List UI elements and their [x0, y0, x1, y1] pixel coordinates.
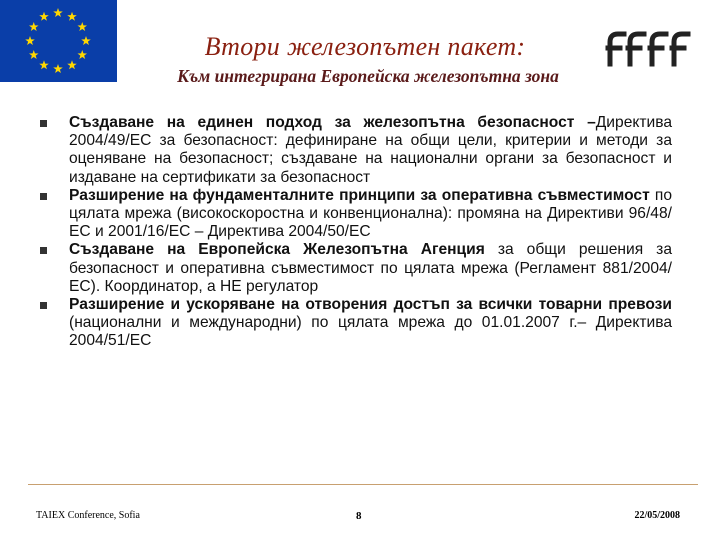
bullet-list — [40, 114, 672, 351]
star-icon — [29, 22, 39, 31]
page-number: 8 — [356, 510, 362, 522]
taiex-logo-icon — [604, 28, 692, 68]
slide-subtitle: Към интегрирана Европейска железопътна зона — [177, 66, 559, 86]
star-icon — [39, 12, 49, 21]
bullet-text: по цялата мрежа (високоскоростна и конвенционална): промяна на Директиви 96/48/ЕС и 2001/16/ЕС – Директива 2004/50/ЕС — [69, 186, 672, 241]
list-item — [40, 114, 672, 187]
square-bullet-icon — [40, 193, 47, 200]
bullet-bold-text: Създаване на Европейска Железопътна Агенция — [69, 241, 485, 259]
star-icon — [81, 36, 91, 45]
star-icon — [29, 50, 39, 59]
star-icon — [53, 8, 63, 17]
bullet-bold-text: Създаване на единен подход за железопътна безопасност – — [69, 114, 596, 131]
square-bullet-icon — [40, 120, 47, 127]
bullet-text: (национални и международни) по цялата мрежа до 01.01.2007 г.– Директива 2004/51/ЕС — [69, 314, 672, 350]
bullet-text: Директива 2004/49/ЕС за безопасност: дефиниране на общи цели, критерии и методи за оценяване на безопасност; създаване на национални органи за безопасност и издаване на сертификати за безопасност — [69, 114, 672, 186]
bullet-bold-text: Разширение и ускоряване на отворения достъп за всички товарни превози — [69, 296, 672, 314]
star-icon — [25, 36, 35, 45]
slide-title: Втори железопътен пакет: — [204, 32, 526, 61]
list-item — [40, 296, 672, 351]
footer-date: 22/05/2008 — [634, 510, 680, 521]
star-icon — [77, 50, 87, 59]
star-icon — [53, 64, 63, 73]
star-icon — [77, 22, 87, 31]
footer-conference: TAIEX Conference, Sofia — [36, 510, 140, 521]
star-icon — [67, 12, 77, 21]
list-item — [40, 187, 672, 242]
footer-divider — [28, 484, 698, 485]
square-bullet-icon — [40, 302, 47, 309]
square-bullet-icon — [40, 247, 47, 254]
list-item — [40, 241, 672, 296]
bullet-text: за общи решения за безопасност и оперативна съвместимост по цялата мрежа (Регламент 881/2004/ЕС). Координатор, а НЕ регулатор — [69, 241, 672, 295]
star-icon — [67, 60, 77, 69]
star-icon — [39, 60, 49, 69]
bullet-bold-text: Разширение на фундаменталните принципи за оперативна съвместимост — [69, 186, 650, 204]
